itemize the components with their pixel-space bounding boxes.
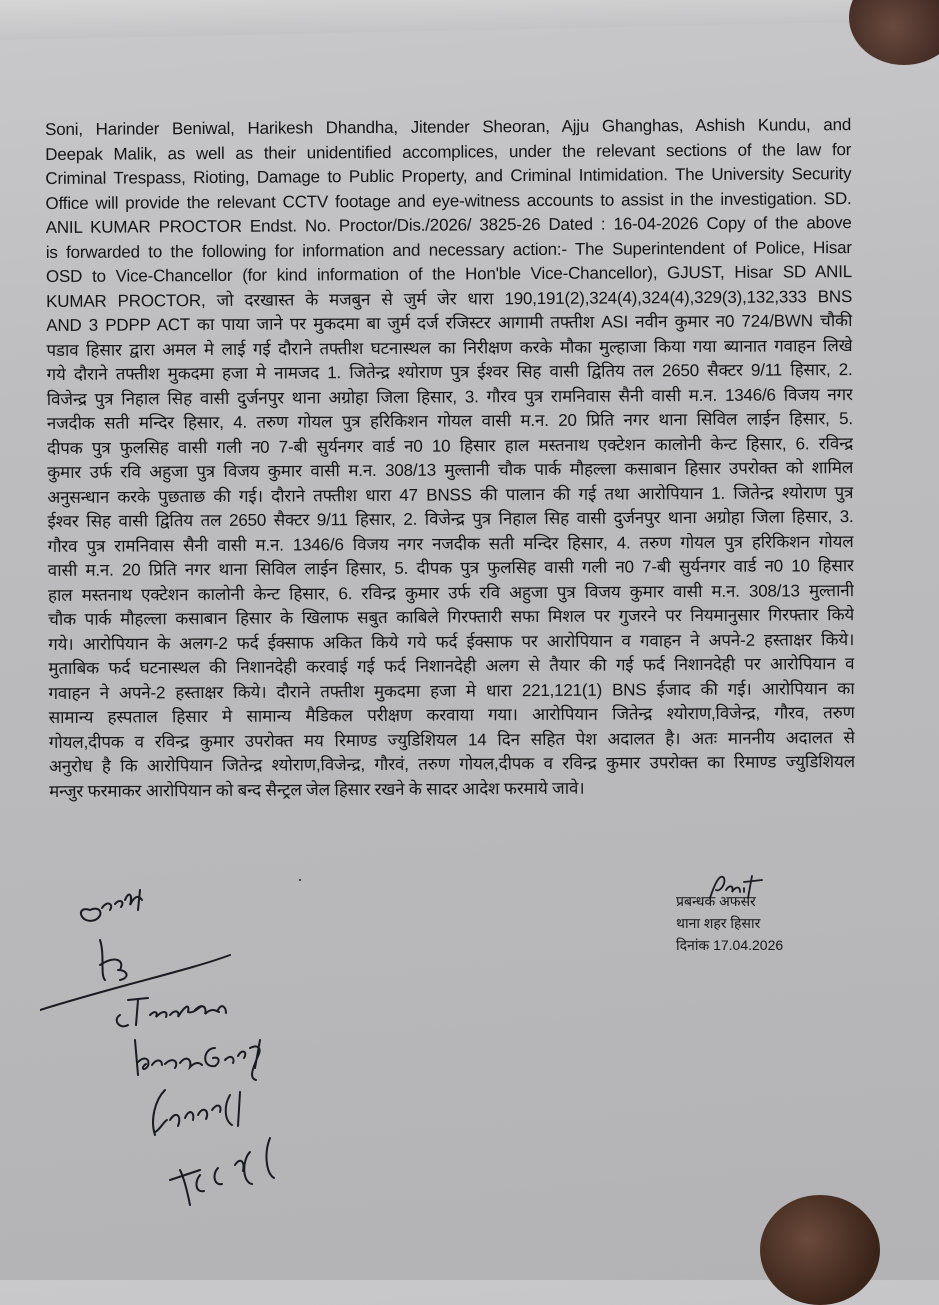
document-line: KUMAR PROCTOR, जो दरखास्त के मजबुन से जुर्म जेर धारा 190,191(2),324(4),324(4),329(3),132,333 BNS (46, 286, 853, 311)
officer-designation: प्रबन्धक अफसर (676, 893, 756, 909)
document-line: ईश्वर सिह वासी द्वितिय तल 2650 सैक्टर 9/11 हिसार, 2. विजेन्द्र पुत्र निहाल सिह वासी दुर्जनपुर थाना अग्रोहा जिला हिसार, 3. (47, 507, 854, 531)
document-line: Criminal Trespass, Rioting, Damage to Public Property, and Criminal Intimidation. The University Security (45, 164, 852, 188)
thumb-bottom (760, 1195, 880, 1305)
document-body (45, 113, 855, 804)
document-line: दीपक पुत्र फुलसिह वासी गली न0 7-बी सुर्यनगर वार्ड न0 10 हिसार हाल मस्तनाथ एक्टेशन कालोनी केन्ट हिसार, 6. रविन्द्र (46, 433, 854, 458)
document-line: नजदीक सती मन्दिर हिसार, 4. तरुण गोयल पुत्र हरिकिशन गोयल वासी म.न. 20 प्रिति नगर थाना सिविल लाईन हिसार, 5. (46, 409, 853, 433)
document-line: OSD to Vice-Chancellor (for kind information of the Hon'ble Vice-Chancellor), GJUST, Hisar SD ANIL (45, 262, 853, 286)
document-line: गये दौराने तफ्तीश मुकदमा हजा मे नामजद 1. जितेन्द्र श्योराण पुत्र ईश्वर सिह वासी द्वितिय तल 2650 सैक्टर 9/11 हिसार, 2. (46, 360, 853, 384)
signature-tarun-goyal (135, 1040, 260, 1080)
document-line: AND 3 PDPP ACT का पाया जाने पर मुकदमा बा जुर्म दर्ज रजिस्टर आगामी तफ्तीश ASI नवीन कुमार न0 724/BWN चौकी (46, 311, 853, 335)
document-line: Deepak Malik, as well as their unidentified accomplices, under the relevant sections of the law for (45, 139, 852, 164)
document-line: कुमार उर्फ रवि अहुजा पुत्र विजय कुमार वासी म.न. 308/13 मुल्तानी चौक पार्क मौहल्ला कसाबान हिसार उपरोक्त को शामिल (47, 458, 854, 482)
document-line: is forwarded to the following for information and necessary action:- The Superintendent of Police, Hisar (45, 237, 852, 262)
signature-date: दिनांक 17.04.2026 (676, 937, 784, 953)
document-line: अनुरोध है कि आरोपियान जितेन्द्र श्योराण,विजेन्द्र, गौरवं, तरुण गोयल,दीपक व रविन्द्र कुमार उपरोक्त का रिमाण्ड ज्युडिशियल (48, 752, 856, 776)
document-line: सामान्य हस्पताल हिसार मे सामान्य मैडिकल परीक्षण करवाया गया। आरोपियान जितेन्द्र श्योराण,विजेन्द्र, गौरव, तरुण (48, 703, 855, 727)
document-line: गये। आरोपियान के अलग-2 फर्द ईक्साफ अकित किये गये फर्द ईक्साफ पर आरोपियान व गवाहन ने अपने-2 हस्ताक्षर किये। (48, 629, 855, 654)
signature-5 (170, 1138, 274, 1205)
document-line: ANIL KUMAR PROCTOR Endst. No. Proctor/Dis./2026/ 3825-26 Dated : 16-04-2026 Copy of the above (45, 213, 852, 237)
document-line: विजेन्द्र पुत्र निहाल सिह वासी दुर्जनपुर थाना अग्रोहा जिला हिसार, 3. गौरव पुत्र रामनिवास सैनी वासी म.न. 1346/6 विजय नगर (46, 384, 853, 409)
thumb-top-right (849, 0, 939, 65)
signature-jitender (117, 998, 226, 1026)
signature-gaurav (153, 1090, 240, 1135)
police-station: थाना शहर हिसार (676, 915, 761, 931)
handwritten-signatures (40, 870, 340, 1210)
document-line: वासी म.न. 20 प्रिति नगर थाना सिविल लाईन हिसार, 5. दीपक पुत्र फुलसिह वासी गली न0 7-बी सुर्यनगर वार्ड न0 10 हिसार (47, 556, 854, 580)
document-line: हाल मस्तनाथ एक्टेशन कालोनी केन्ट हिसार, 6. रविन्द्र कुमार उर्फ रवि अहुजा पुत्र विजय कुमार वासी म.न. 308/13 मुल्तानी (47, 580, 854, 605)
document-line: गवाहन ने अपने-2 हस्ताक्षर किये। दौराने तफ्तीश मुकदमा हजा मे धारा 221,121(1) BNS ईजाद की गई। आरोपियान का (48, 678, 855, 703)
document-line: अनुसन्धान करके पुछताछ की गई। दौराने तफ्तीश धारा 47 BNSS की पालान की गई तथा आरोपियान 1. जितेन्द्र श्योराण पुत्र (47, 482, 854, 507)
document-line: गोयल,दीपक व रविन्द्र कुमार उपरोक्त मय रिमाण्ड ज्युडिशियल 14 दिन सहित पेश अदालत है। अतः माननीय अदालत से (48, 727, 855, 752)
signature-block (676, 890, 783, 956)
document-line: मुताबिक फर्द घटनास्थल की निशानदेही करवाई गई फर्द निशानदेही अलग से तैयार की गई फर्द निशानदेही पर आरोपियान व (48, 654, 855, 678)
document-line: Office will provide the relevant CCTV footage and eye-witness accounts to assist in the investigation. SD. (45, 188, 852, 213)
document-line: चौक पार्क मौहल्ला कसाबान हिसार के खिलाफ सबुत काबिले गिरफ्तारी सफा मिशल पर गुजरने पर नियमानुसार गिरफ्तार किये (48, 605, 855, 629)
document-line: गौरव पुत्र रामनिवास सैनी वासी म.न. 1346/6 विजय नगर नजदीक सती मन्दिर हिसार, 4. तरुण गोयल पुत्र हरिकिशन गोयल (47, 531, 854, 556)
signature-deepak (81, 890, 142, 921)
document-line: Soni, Harinder Beniwal, Harikesh Dhandha, Jitender Sheoran, Ajju Ghanghas, Ashish Kundu, and (45, 115, 852, 139)
document-line: मन्जुर फरमाकर आरोपियान को बन्द सैन्ट्रल जेल हिसार रखने के सादर आदेश फरमाये जावे। (49, 778, 585, 801)
paper-top-edge (0, 0, 939, 40)
document-line: पडाव हिसार द्वारा अमल मे लाई गई दौराने तफ्तीश घटनास्थल का निरीक्षण करके मौका मुल्हाजा किया गया ब्यानात गवाहन लिखे (46, 335, 853, 360)
